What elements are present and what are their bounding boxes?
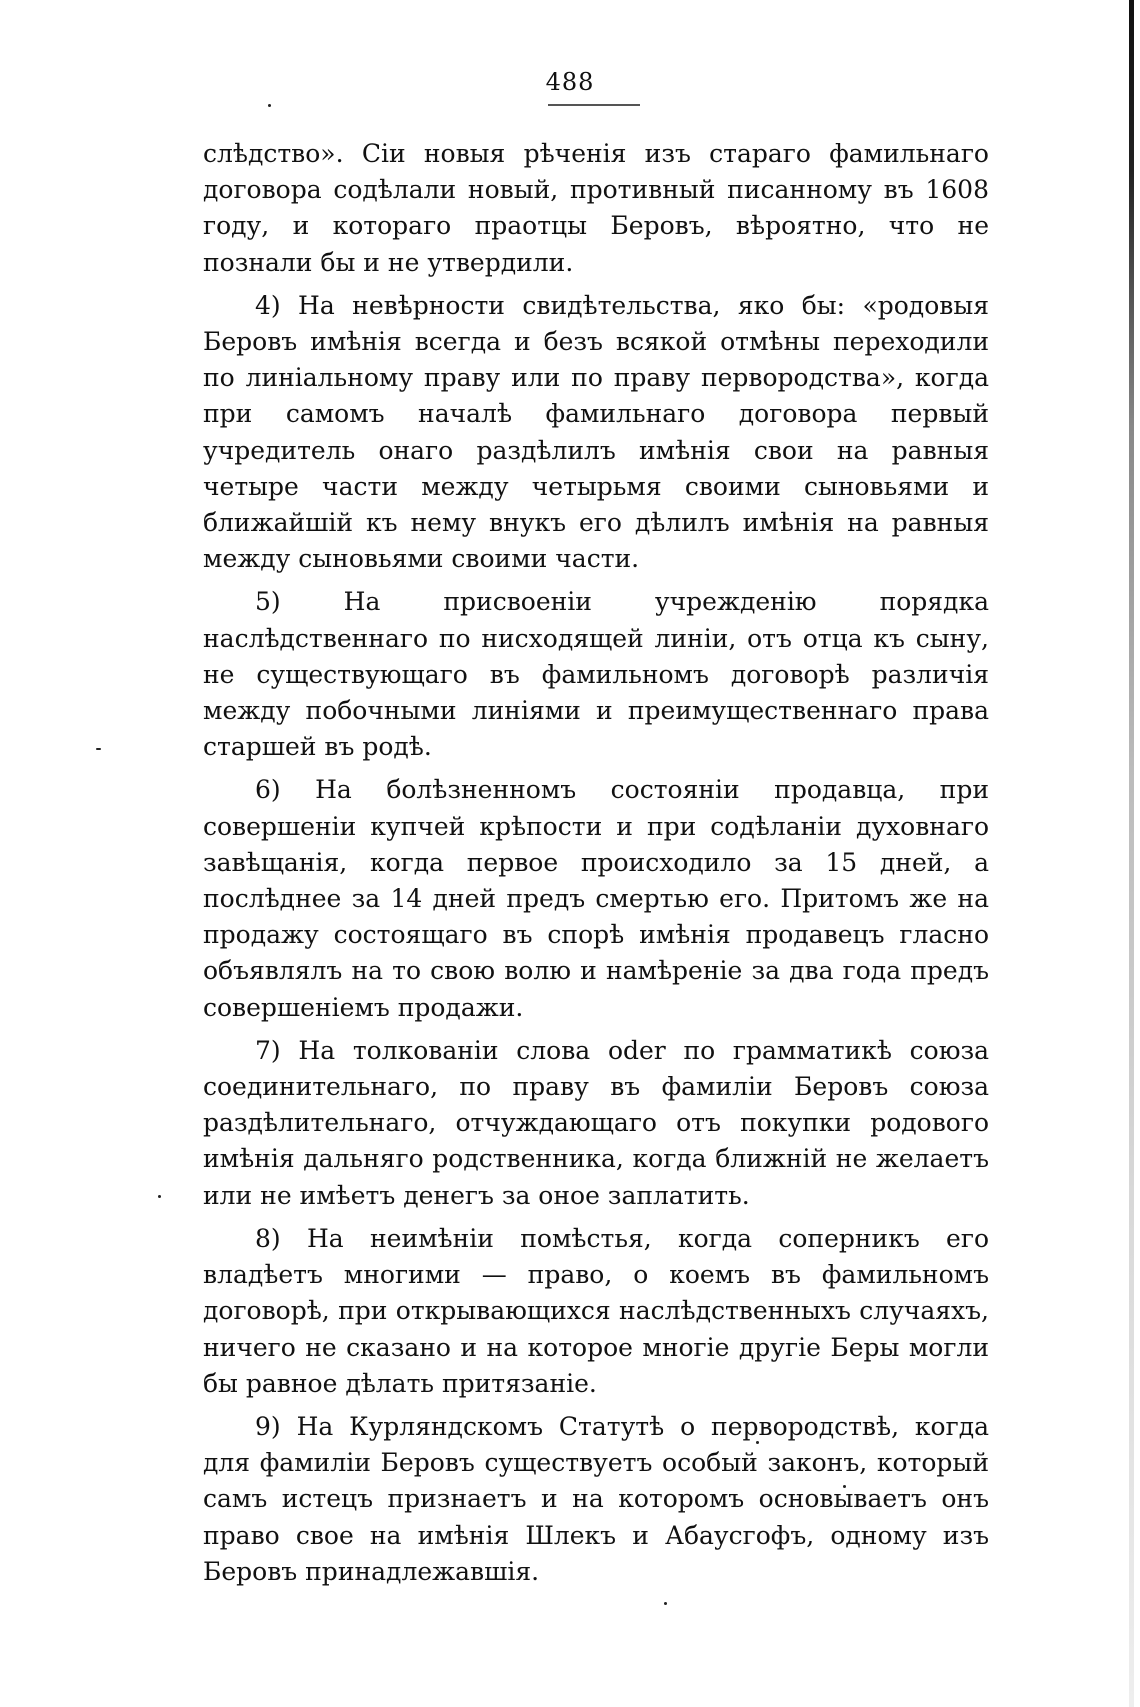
paragraph-point-7: 7) На толкованіи слова oder по грамматикѣ союза соединительнаго, по праву въ фамиліи Беровъ союза раздѣлительнаго, отчуждающаго отъ покупки родового имѣнія дальняго родственника, когда ближній не желаетъ или не имѣетъ денегъ за оное заплатить. xyxy=(203,1035,989,1210)
scan-speck xyxy=(664,1602,667,1605)
paragraph-point-4: 4) На невѣрности свидѣтельства, яко бы: «родовыя Беровъ имѣнія всегда и безъ всякой отмѣны переходили по линіальному праву или по праву первородства», когда при самомъ началѣ фамильнаго договора первый учредитель онаго раздѣлилъ имѣнія свои на равныя четыре части между четырьмя своими сыновьями и ближайшій къ нему внукъ его дѣлилъ имѣнія на равныя между сыновьями своими части. xyxy=(203,290,989,574)
page-number: 488 xyxy=(545,68,595,96)
paragraph-point-5: 5) На присвоеніи учрежденію порядка наслѣдственнаго по нисходящей линіи, отъ отца къ сыну, не существующаго въ фамильномъ договорѣ различія между побочными линіями и преимущественнаго права старшей въ родѣ. xyxy=(203,587,989,762)
scan-speck xyxy=(268,104,271,107)
paragraph-point-9: 9) На Курляндскомъ Статутѣ о первородствѣ, когда для фамиліи Беровъ существуетъ особый законъ, который самъ истецъ признаетъ и на которомъ основываетъ онъ право свое на имѣнія Шлекъ и Абаусгофъ, одному изъ Беровъ принадлежавшія. xyxy=(203,1411,989,1586)
page-edge-shadow xyxy=(1129,0,1134,1707)
paragraph-continuation: слѣдство». Сіи новыя рѣченія изъ стараго фамильнаго договора содѣлали новый, противный писанному въ 1608 году, и котораго праотцы Беровъ, вѣроятно, что не познали бы и не утвердили. xyxy=(203,139,989,277)
body-text xyxy=(203,136,989,1597)
scan-speck xyxy=(96,748,101,750)
paragraph-point-8: 8) На неимѣніи помѣстья, когда соперникъ его владѣетъ многими — право, о коемъ въ фамильномъ договорѣ, при открывающихся наслѣдственныхъ случаяхъ, ничего не сказано и на которое многіе другіе Беры могли бы равное дѣлать притязаніе. xyxy=(203,1223,989,1398)
paragraph-point-6: 6) На болѣзненномъ состояніи продавца, при совершеніи купчей крѣпости и при содѣланіи духовнаго завѣщанія, когда первое происходило за 15 дней, а послѣднее за 14 дней предъ смертью его. Притомъ же на продажу состоящаго въ спорѣ имѣнія продавецъ гласно объявлялъ на то свою волю и намѣреніе за два года предъ совершеніемъ продажи. xyxy=(203,775,989,1022)
scan-speck xyxy=(158,1195,161,1198)
page-number-rule xyxy=(548,104,640,106)
